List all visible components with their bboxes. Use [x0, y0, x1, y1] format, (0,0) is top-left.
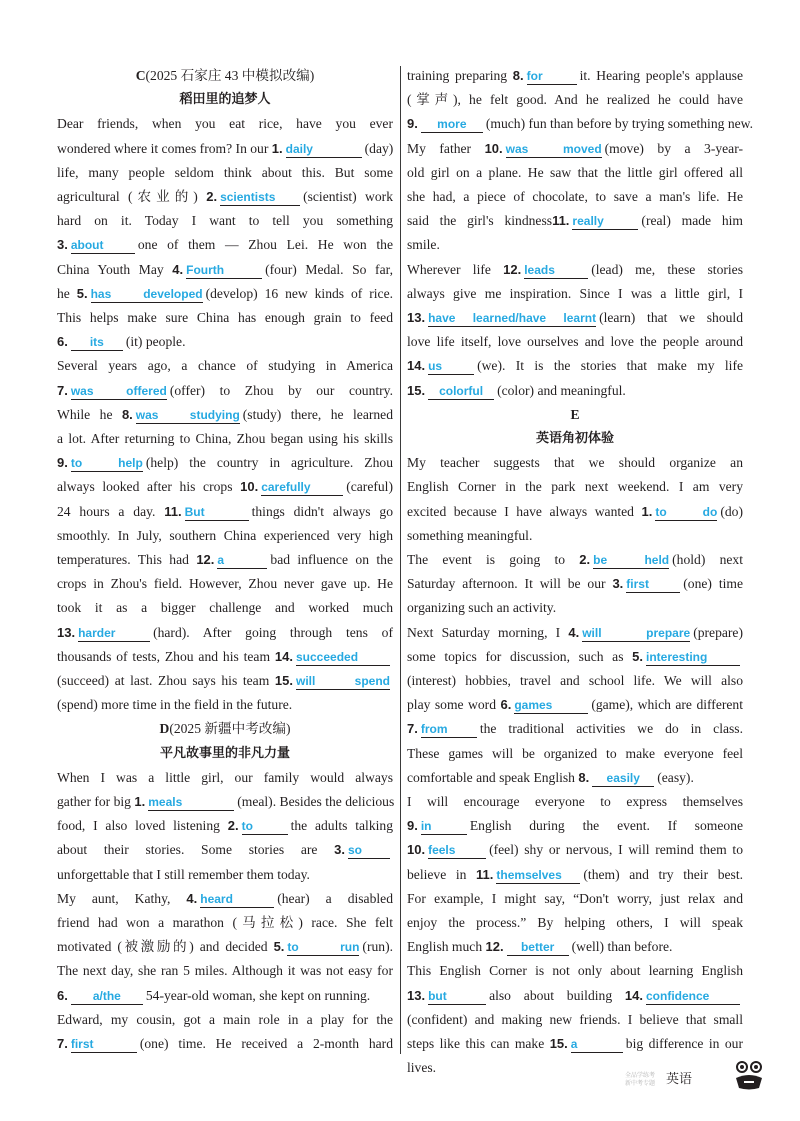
answer-blank[interactable]: from — [421, 722, 477, 738]
question-number: 1. — [134, 794, 146, 809]
question-number: 7. — [407, 721, 418, 737]
text-run: These games will be organized to make everyone feel — [407, 745, 743, 761]
section-letter: E — [570, 406, 580, 422]
text-line — [57, 477, 393, 497]
text-line — [57, 550, 393, 570]
text-run: some topics for discussion, such as — [407, 648, 633, 664]
text-run: lives. — [407, 1060, 437, 1076]
question-number: 3. — [612, 576, 624, 592]
text-run: Saturday afternoon. It will be our — [407, 576, 613, 592]
text-run: This English Corner is not only about learning English — [407, 963, 743, 979]
question-number: 4. — [186, 890, 198, 906]
question-number: 5. — [76, 285, 88, 301]
text-line — [407, 889, 743, 909]
question-number: 7. — [57, 382, 68, 398]
text-run: it. Hearing people's applause — [579, 68, 743, 83]
text-run: a lot. After returning to China, Zhou began using his skills — [57, 431, 393, 446]
answer-blank[interactable]: was studying — [135, 407, 240, 422]
text-run: (掌声), he felt good. And he realized he could have — [407, 92, 743, 108]
answer-blank[interactable]: really — [572, 214, 638, 230]
answer-blank[interactable]: a/the — [71, 989, 143, 1005]
text-run: love life itself, love ourselves and love the people around — [407, 334, 743, 350]
text-run: The event is going to — [407, 552, 580, 567]
answer-blank[interactable]: carefully — [261, 480, 343, 496]
text-run: temperatures. This had — [57, 552, 197, 567]
text-run: always looked after his crops — [57, 479, 241, 495]
text-run: I will encourage everyone to express themselves — [407, 794, 743, 809]
text-run: (four) Medal. So far, — [265, 261, 393, 277]
text-run: Dear friends, when you eat rice, have you ever — [57, 116, 393, 132]
text-run: For example, I might say, “Don't worry, just relax and — [407, 890, 743, 906]
text-line — [57, 1034, 393, 1054]
question-number: 6. — [500, 697, 512, 713]
publisher-logo — [618, 1072, 662, 1090]
question-number: 7. — [57, 1036, 68, 1051]
text-run: (easy). — [657, 769, 694, 785]
text-line — [407, 502, 743, 522]
answer-blank[interactable]: colorful — [428, 384, 494, 400]
section-source: (2025 新疆中考改编) — [169, 721, 291, 737]
question-number: 8. — [578, 769, 590, 785]
text-line — [407, 308, 743, 328]
text-line — [407, 526, 743, 546]
question-number: 9. — [407, 116, 418, 132]
text-line — [407, 986, 743, 1006]
answer-blank[interactable]: to — [242, 819, 288, 835]
answer-blank[interactable]: have learned/have learnt — [428, 311, 597, 325]
answer-blank[interactable]: for — [527, 69, 577, 85]
text-line — [57, 502, 393, 522]
answer-blank[interactable]: to run — [287, 940, 360, 955]
text-run: smoothly. In July, southern China experienced very high — [57, 527, 393, 543]
text-run: Wherever life — [407, 261, 504, 277]
question-number: 12. — [196, 552, 215, 567]
answer-blank[interactable]: a — [571, 1037, 623, 1053]
text-run: (them) and try their best. — [583, 866, 744, 882]
answer-blank[interactable]: heard — [200, 892, 274, 908]
text-line — [407, 139, 743, 159]
text-run: food, I also loved listening — [57, 818, 228, 834]
column-divider — [400, 66, 401, 1054]
text-line — [57, 1010, 393, 1030]
text-run: something meaningful. — [407, 527, 533, 543]
text-run: Edward, my cousin, got a main role in a play for the — [57, 1011, 393, 1027]
text-run: 54-year-old woman, she kept on running. — [145, 987, 371, 1003]
text-run: bad influence on the — [270, 552, 393, 567]
answer-blank[interactable]: interesting — [646, 650, 740, 666]
text-line — [407, 260, 743, 280]
text-line — [57, 986, 393, 1006]
text-line — [57, 865, 393, 885]
text-line — [407, 598, 743, 618]
question-number: 11. — [476, 866, 494, 882]
text-line — [57, 671, 393, 691]
text-line — [57, 840, 393, 860]
text-line — [57, 598, 393, 618]
answer-blank[interactable]: be held — [593, 553, 670, 567]
text-line — [57, 356, 393, 376]
text-run: This helps make sure China has enough grain to feed — [57, 310, 393, 325]
text-line — [407, 477, 743, 497]
answer-blank[interactable]: has developed — [90, 286, 203, 301]
text-line — [407, 647, 743, 667]
text-line — [57, 308, 393, 328]
text-line — [57, 429, 393, 449]
text-line — [57, 889, 393, 909]
text-run: (spend) more time in the field in the future. — [57, 697, 293, 713]
text-run: (we). It is the stories that make my life — [477, 358, 743, 374]
text-run: thousands of tests, Zhou and his team — [57, 648, 275, 664]
text-line — [407, 187, 743, 207]
text-run: (well) than before. — [571, 939, 673, 955]
answer-blank[interactable]: leads — [524, 263, 588, 279]
text-run: (real) made him — [641, 213, 743, 229]
text-run: (meal). Besides the delicious — [237, 794, 395, 809]
question-number: 15. — [407, 382, 426, 398]
answer-blank[interactable]: meals — [148, 795, 234, 811]
text-run: (develop) 16 new kinds of rice. — [205, 285, 394, 301]
text-line — [407, 1010, 743, 1030]
answer-blank[interactable]: themselves — [496, 868, 580, 884]
question-number: 9. — [407, 818, 418, 834]
text-run: the traditional activities we do in class. — [479, 721, 743, 737]
text-run: believe in — [407, 866, 477, 882]
text-line — [407, 744, 743, 764]
question-number: 6. — [57, 334, 68, 350]
text-run: agricultural (农业的) — [57, 189, 207, 204]
text-run: comfortable and speak English — [407, 769, 579, 785]
question-number: 4. — [172, 261, 184, 277]
text-run: China Youth May — [57, 261, 173, 277]
text-run: said the girl's kindness — [407, 213, 553, 229]
text-line — [407, 235, 743, 255]
question-number: 5. — [632, 648, 643, 664]
text-run: unforgettable that I still remember them today. — [57, 866, 310, 882]
text-run: (offer) to Zhou by our country. — [169, 382, 393, 398]
text-run: My teacher suggests that we should organize an — [407, 455, 743, 471]
text-line — [407, 695, 743, 715]
text-run: (it) people. — [125, 334, 186, 350]
text-run: organizing such an activity. — [407, 600, 557, 616]
text-run: about their stories. Some stories are — [57, 842, 335, 858]
text-line — [407, 211, 743, 231]
question-number: 10. — [407, 842, 426, 858]
section-letter: D — [159, 721, 170, 737]
text-run: one of them — Zhou Lei. He won the — [137, 237, 393, 253]
question-number: 6. — [57, 987, 68, 1003]
text-run: The next day, she ran 5 miles. Although it was not easy for — [57, 963, 393, 979]
text-line — [407, 356, 743, 376]
text-line — [57, 381, 393, 401]
text-line — [57, 211, 393, 231]
question-number: 2. — [206, 189, 218, 204]
text-run: training preparing — [407, 68, 513, 83]
answer-blank[interactable]: first — [626, 577, 680, 593]
question-number: 9. — [57, 455, 68, 471]
text-run: Several years ago, a chance of studying in America — [57, 358, 393, 374]
text-line — [407, 1034, 743, 1054]
section-title: 英语角初体验 — [535, 431, 614, 446]
answer-blank[interactable]: succeeded — [296, 650, 390, 666]
logo-line-2: 新中考专题 — [624, 1080, 655, 1087]
question-number: 11. — [552, 213, 570, 229]
section-header — [57, 719, 393, 739]
text-run: (prepare) — [693, 624, 743, 640]
question-number: 13. — [57, 624, 76, 640]
answer-blank[interactable]: more — [421, 117, 483, 133]
answer-blank[interactable]: was moved — [505, 141, 602, 156]
text-line — [407, 623, 743, 643]
text-line — [57, 405, 393, 425]
answer-blank[interactable]: better — [507, 940, 569, 956]
question-number: 11. — [164, 503, 182, 519]
text-line — [57, 284, 393, 304]
section-title: 稻田里的追梦人 — [179, 92, 271, 108]
text-run: things didn't always go — [251, 503, 393, 519]
text-line — [407, 284, 743, 304]
text-run: excited because I have always wanted — [407, 503, 642, 519]
answer-blank[interactable]: easily — [592, 771, 654, 787]
text-line — [57, 623, 393, 643]
logo-line-1: 全品学练考 — [624, 1072, 655, 1079]
text-line — [407, 550, 743, 570]
text-run: (feel) shy or nervous, I will remind them to — [489, 842, 743, 858]
text-run: (interest) hobbies, travel and school life. We will also — [407, 673, 743, 688]
text-run: (one) time — [683, 576, 743, 592]
text-line — [407, 381, 743, 401]
text-run: enjoy the process.” By helping others, I will speak — [407, 915, 743, 930]
text-run: the adults talking — [290, 818, 393, 834]
text-line — [407, 574, 743, 594]
question-number: 1. — [271, 140, 283, 156]
text-line — [407, 865, 743, 885]
question-number: 15. — [274, 673, 293, 688]
text-line — [57, 792, 393, 812]
answer-blank[interactable]: us — [428, 359, 474, 375]
text-line — [57, 114, 393, 134]
text-run: (move) by a 3-year- — [604, 140, 743, 156]
text-line — [407, 913, 743, 933]
answer-blank[interactable]: daily — [286, 142, 362, 158]
text-line — [407, 671, 743, 691]
answer-blank[interactable]: its — [71, 335, 123, 351]
text-run: (run). — [362, 939, 393, 955]
section-source: (2025 石家庄 43 中模拟改编) — [145, 68, 315, 83]
text-line — [407, 1058, 743, 1078]
question-number: 13. — [407, 310, 426, 325]
question-number: 13. — [407, 987, 426, 1003]
text-line — [57, 574, 393, 594]
question-number: 14. — [274, 648, 293, 664]
text-line — [407, 937, 743, 957]
answer-blank[interactable]: in — [421, 819, 467, 835]
text-run: motivated (被激励的) and decided — [57, 939, 274, 955]
text-run: (day) — [364, 140, 394, 156]
text-line — [57, 768, 393, 788]
question-number: 10. — [484, 140, 503, 156]
text-line — [57, 260, 393, 280]
text-line — [407, 90, 743, 110]
text-run: (one) time. He received a 2-month hard — [139, 1036, 393, 1051]
answer-blank[interactable]: to help — [70, 456, 143, 471]
text-run: old girl on a plane. He saw that the little girl offered all — [407, 164, 743, 180]
text-line — [57, 816, 393, 836]
text-run: My aunt, Kathy, — [57, 890, 187, 906]
text-line — [57, 913, 393, 933]
answer-blank[interactable]: But — [185, 505, 249, 521]
question-number: 10. — [240, 479, 259, 495]
answer-blank[interactable]: to do — [655, 504, 718, 519]
text-run: (succeed) at last. Zhou says his team — [57, 673, 275, 688]
text-run: (hear) a disabled — [277, 890, 393, 906]
text-line — [407, 66, 743, 86]
text-line — [57, 647, 393, 667]
answer-blank[interactable]: scientists — [220, 190, 300, 206]
question-number: 15. — [549, 1036, 568, 1051]
answer-blank[interactable]: games — [514, 698, 588, 714]
question-number: 1. — [641, 503, 653, 519]
text-run: wondered where it comes from? In our — [57, 140, 272, 156]
text-line — [57, 695, 393, 715]
text-line — [407, 768, 743, 788]
text-run: (study) there, he learned — [242, 406, 394, 422]
text-run: (hard). After going through tens of — [153, 624, 393, 640]
text-run: English during the event. If someone — [469, 818, 743, 834]
section-header — [57, 66, 393, 86]
answer-blank[interactable]: was offered — [70, 383, 167, 398]
text-run: (help) the country in agriculture. Zhou — [145, 455, 393, 471]
text-run: (scientist) work — [303, 189, 393, 204]
text-line — [407, 792, 743, 812]
section-header — [407, 405, 743, 425]
text-run: steps like this can make — [407, 1036, 550, 1051]
question-number: 14. — [624, 987, 643, 1003]
answer-blank[interactable]: will spend — [296, 674, 390, 688]
text-line — [407, 961, 743, 981]
text-line — [407, 719, 743, 739]
question-number: 12. — [485, 939, 504, 955]
text-run: (hold) next — [672, 552, 743, 567]
text-run: When I was a little girl, our family would always — [57, 769, 393, 785]
text-run: smile. — [407, 237, 440, 253]
answer-blank[interactable]: first — [71, 1037, 137, 1053]
answer-blank[interactable]: a — [217, 553, 267, 569]
text-line — [57, 961, 393, 981]
subject-label: 英语 — [666, 1072, 693, 1087]
text-line — [407, 163, 743, 183]
text-line — [407, 114, 753, 134]
question-number: 4. — [568, 624, 580, 640]
text-run: While he — [57, 406, 122, 422]
text-run: crops in Zhou's field. However, Zhou never gave up. He — [57, 576, 393, 592]
question-number: 3. — [57, 237, 68, 253]
text-run: Next Saturday morning, I — [407, 624, 569, 640]
question-number: 8. — [512, 68, 524, 83]
text-line — [57, 187, 393, 207]
question-number: 2. — [579, 552, 591, 567]
text-line — [407, 453, 743, 473]
text-line — [407, 840, 743, 860]
mascot-icon — [732, 1058, 766, 1092]
text-run: friend had won a marathon (马拉松) race. She felt — [57, 915, 393, 930]
text-run: (game), which are different — [591, 697, 743, 713]
text-run: she had, a piece of chocolate, to save a man's life. He — [407, 189, 743, 204]
answer-blank[interactable]: will prepare — [582, 625, 691, 640]
text-run: hard on it. Today I want to tell you something — [57, 213, 393, 229]
question-number: 3. — [334, 842, 345, 858]
section-title: 平凡故事里的非凡力量 — [159, 745, 290, 761]
answer-blank[interactable]: so — [348, 843, 390, 859]
text-run: (careful) — [346, 479, 393, 495]
text-run: (learn) that we should — [599, 310, 743, 325]
text-run: (confident) and making new friends. I believe that small — [407, 1011, 743, 1027]
text-run: big difference in our — [625, 1036, 743, 1051]
text-line — [57, 453, 393, 473]
answer-blank[interactable]: harder — [78, 626, 150, 642]
text-run: 24 hours a day. — [57, 503, 165, 519]
text-line — [57, 526, 393, 546]
text-run: also about building — [489, 987, 625, 1003]
answer-blank[interactable]: Fourth — [186, 263, 262, 279]
text-run: life, many people seldom think about this. But some — [57, 164, 393, 180]
text-run: play some word — [407, 697, 501, 713]
question-number: 14. — [407, 358, 426, 374]
answer-blank[interactable]: about — [71, 238, 135, 254]
text-line — [57, 139, 393, 159]
text-line — [407, 332, 743, 352]
text-line — [57, 332, 393, 352]
section-letter: C — [135, 68, 146, 83]
answer-blank[interactable]: confidence — [646, 989, 740, 1005]
text-run: (much) fun than before by trying something new. — [485, 116, 753, 132]
question-number: 2. — [227, 818, 239, 834]
text-run: English Corner in the park next weekend. I am very — [407, 479, 743, 495]
text-run: (lead) me, these stories — [591, 261, 743, 277]
text-line — [57, 937, 393, 957]
answer-blank[interactable]: but — [428, 989, 486, 1005]
text-run: took it as a bigger challenge and worked much — [57, 600, 393, 616]
text-run: (do) — [720, 503, 743, 519]
answer-blank[interactable]: feels — [428, 843, 486, 859]
text-run: My father — [407, 140, 485, 156]
text-run: (color) and meaningful. — [497, 382, 626, 398]
question-number: 5. — [273, 939, 285, 955]
text-run: he — [57, 285, 77, 301]
text-line — [57, 163, 393, 183]
question-number: 8. — [121, 406, 133, 422]
text-line — [407, 816, 743, 836]
text-run: English much — [407, 939, 486, 955]
question-number: 12. — [503, 261, 522, 277]
text-line — [57, 235, 393, 255]
text-run: gather for big — [57, 794, 135, 809]
text-run: always give me inspiration. Since I was a little girl, I — [407, 285, 743, 301]
